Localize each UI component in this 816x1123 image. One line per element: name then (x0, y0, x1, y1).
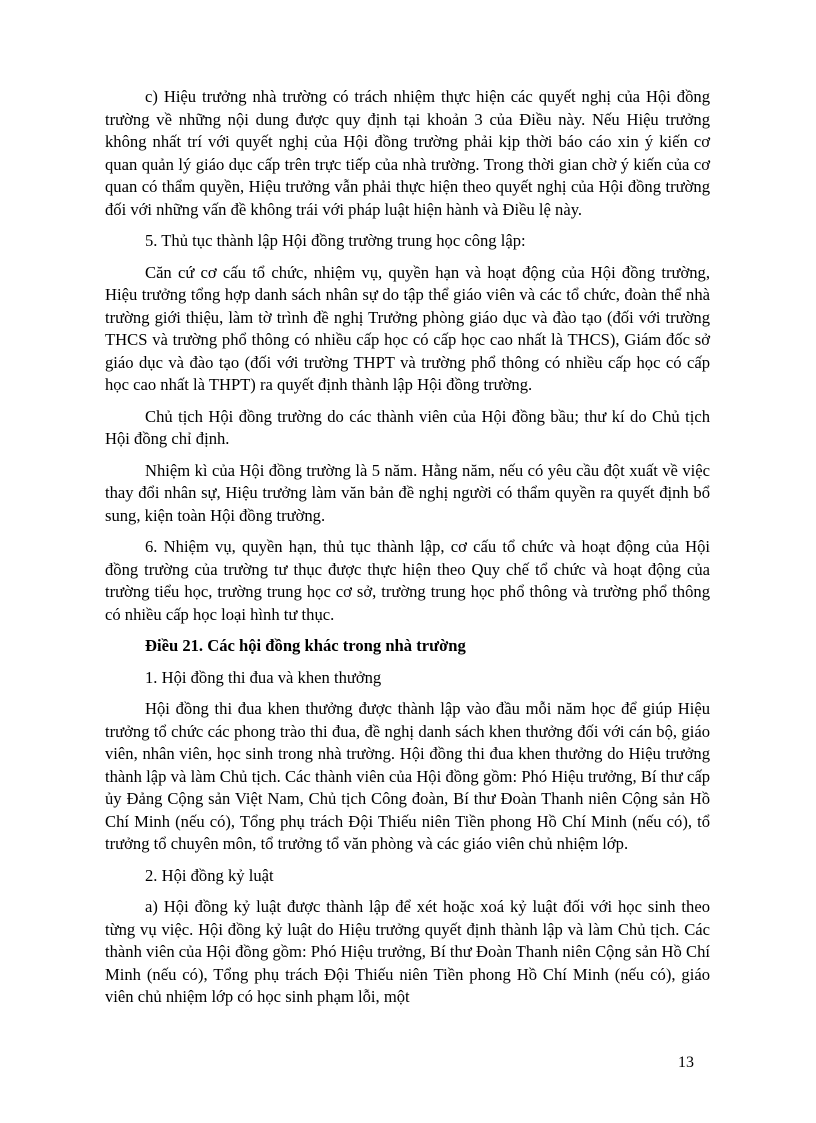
paragraph-chairman: Chủ tịch Hội đồng trường do các thành viên của Hội đồng bầu; thư kí do Chủ tịch Hội đồng chỉ định. (105, 406, 710, 448)
paragraph-item-6: 6. Nhiệm vụ, quyền hạn, thủ tục thành lập, cơ cấu tổ chức và hoạt động của Hội đồng trường của trường tư thục được thực hiện theo Quy chế tổ chức và hoạt động của trường tiểu học, trường trung học cơ sở, trường trung học phổ thông và trường phổ thông có nhiều cấp học loại hình tư thục. (105, 537, 710, 624)
paragraph-basis: Căn cứ cơ cấu tổ chức, nhiệm vụ, quyền hạn và hoạt động của Hội đồng trường, Hiệu trưởng tổng hợp danh sách nhân sự do tập thể giáo viên và các tổ chức, đoàn thể nhà trường giới thiệu, làm tờ trình đề nghị Trưởng phòng giáo dục và đào tạo (đối với trường THCS và trường phổ thông có nhiều cấp học có cấp học cao nhất là THCS), Giám đốc sở giáo dục và đào tạo (đối với trường THPT và trường phổ thông có nhiều cấp học có cấp học cao nhất là THPT) ra quyết định thành lập Hội đồng trường. (105, 262, 710, 394)
page-body (105, 86, 710, 1018)
paragraph-discipline-council: a) Hội đồng kỷ luật được thành lập để xét hoặc xoá kỷ luật đối với học sinh theo từng vụ việc. Hội đồng kỷ luật do Hiệu trưởng quyết định thành lập và làm Chủ tịch. Các thành viên của Hội đồng gồm: Phó Hiệu trưởng, Bí thư Đoàn Thanh niên Cộng sản Hồ Chí Minh (nếu có), Tổng phụ trách Đội Thiếu niên Tiền phong Hồ Chí Minh (nếu có), giáo viên chủ nhiệm lớp có học sinh phạm lỗi, một (105, 897, 710, 1006)
paragraph-subitem-2: 2. Hội đồng kỷ luật (145, 865, 274, 885)
page-number: 13 (678, 1054, 694, 1071)
paragraph-clause-c: c) Hiệu trưởng nhà trường có trách nhiệm thực hiện các quyết nghị của Hội đồng trường về những nội dung được quy định tại khoản 3 của Điều này. Nếu Hiệu trưởng không nhất trí với quyết nghị của Hội đồng trường phải kịp thời báo cáo xin ý kiến cơ quan quản lý giáo dục cấp trên trực tiếp của nhà trường. Trong thời gian chờ ý kiến của cơ quan có thẩm quyền, Hiệu trưởng vẫn phải thực hiện theo quyết nghị của Hội đồng trường đối với những vấn đề không trái với pháp luật hiện hành và Điều lệ này. (105, 87, 710, 219)
article-heading: Điều 21. Các hội đồng khác trong nhà trường (145, 636, 466, 655)
paragraph-item-5: 5. Thủ tục thành lập Hội đồng trường trung học công lập: (145, 231, 526, 250)
paragraph-emulation-council: Hội đồng thi đua khen thưởng được thành lập vào đầu mỗi năm học để giúp Hiệu trưởng tổ chức các phong trào thi đua, đề nghị danh sách khen thưởng đối với cán bộ, giáo viên, nhân viên, học sinh trong nhà trường. Hội đồng thi đua khen thưởng do Hiệu trưởng thành lập và làm Chủ tịch. Các thành viên của Hội đồng gồm: Phó Hiệu trưởng, Bí thư cấp ủy Đảng Cộng sản Việt Nam, Chủ tịch Công đoàn, Bí thư Đoàn Thanh niên Cộng sản Hồ Chí Minh (nếu có), Tổng phụ trách Đội Thiếu niên Tiền phong Hồ Chí Minh (nếu có), tổ trưởng tổ chuyên môn, tổ trưởng tổ văn phòng và các giáo viên chủ nhiệm lớp. (105, 699, 710, 853)
paragraph-subitem-1: 1. Hội đồng thi đua và khen thưởng (145, 667, 382, 687)
paragraph-term: Nhiệm kì của Hội đồng trường là 5 năm. Hằng năm, nếu có yêu cầu đột xuất về việc thay đổi nhân sự, Hiệu trưởng làm văn bản đề nghị người có thẩm quyền ra quyết định bổ sung, kiện toàn Hội đồng trường. (105, 460, 710, 525)
